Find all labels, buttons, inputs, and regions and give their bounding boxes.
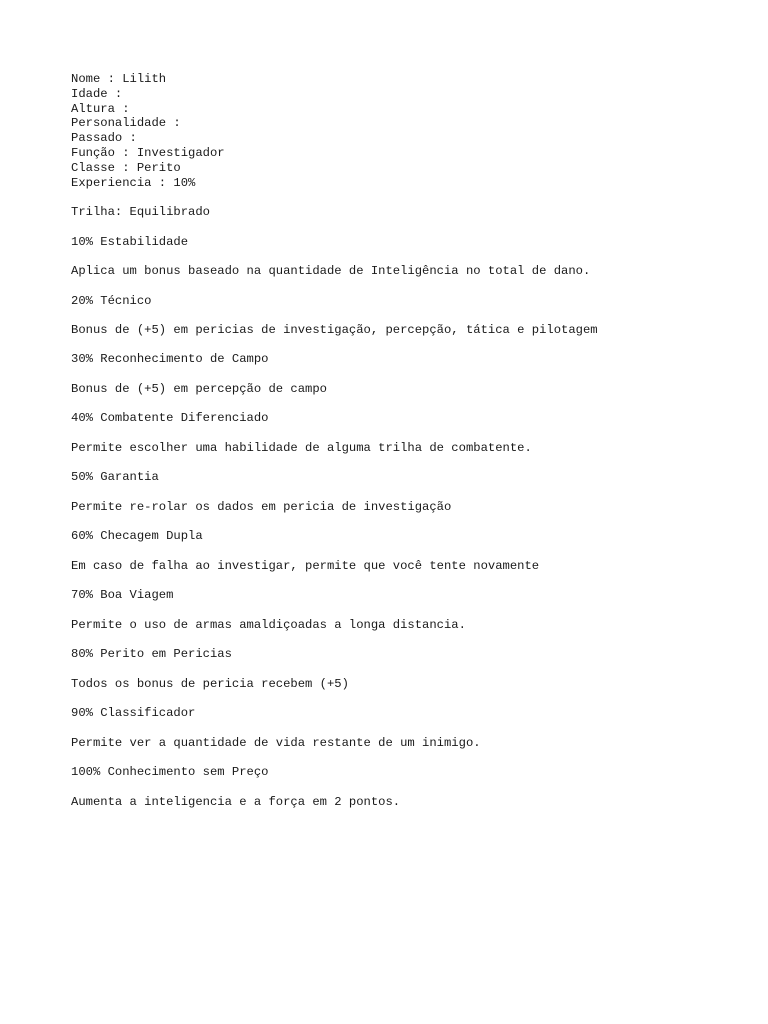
field-class: Classe : Perito	[71, 160, 181, 175]
ability-description: Aplica um bonus baseado na quantidade de Inteligência no total de dano.	[71, 264, 591, 279]
character-sheet-header	[71, 72, 751, 190]
ability-description: Bonus de (+5) em percepção de campo	[71, 381, 327, 396]
field-personality: Personalidade :	[71, 116, 181, 131]
document-page	[71, 72, 751, 824]
trail-label: Trilha: Equilibrado	[71, 205, 210, 220]
ability-title: 20% Técnico	[71, 293, 152, 308]
ability-title: 10% Estabilidade	[71, 234, 189, 249]
ability-description: Aumenta a inteligencia e a força em 2 pontos.	[71, 794, 401, 809]
ability-title: 40% Combatente Diferenciado	[71, 411, 269, 426]
ability-title: 30% Reconhecimento de Campo	[71, 352, 269, 367]
ability-title: 100% Conhecimento sem Preço	[71, 765, 269, 780]
ability-title: 90% Classificador	[71, 706, 196, 721]
ability-title: 50% Garantia	[71, 470, 159, 485]
field-experience: Experiencia : 10%	[71, 175, 196, 190]
field-age: Idade :	[71, 86, 123, 101]
ability-description: Permite o uso de armas amaldiçoadas a longa distancia.	[71, 617, 466, 632]
ability-description: Em caso de falha ao investigar, permite que você tente novamente	[71, 558, 540, 573]
field-role: Função : Investigador	[71, 145, 225, 160]
ability-description: Permite ver a quantidade de vida restante de um inimigo.	[71, 735, 481, 750]
field-height: Altura :	[71, 101, 130, 116]
ability-title: 70% Boa Viagem	[71, 588, 174, 603]
field-background: Passado :	[71, 131, 137, 146]
ability-description: Permite escolher uma habilidade de alguma trilha de combatente.	[71, 440, 532, 455]
ability-description: Todos os bonus de pericia recebem (+5)	[71, 676, 349, 691]
field-name: Nome : Lilith	[71, 72, 167, 86]
ability-description: Permite re-rolar os dados em pericia de investigação	[71, 499, 452, 514]
ability-description: Bonus de (+5) em pericias de investigação, percepção, tática e pilotagem	[71, 323, 598, 337]
ability-title: 60% Checagem Dupla	[71, 529, 203, 544]
ability-title: 80% Perito em Pericias	[71, 647, 232, 662]
